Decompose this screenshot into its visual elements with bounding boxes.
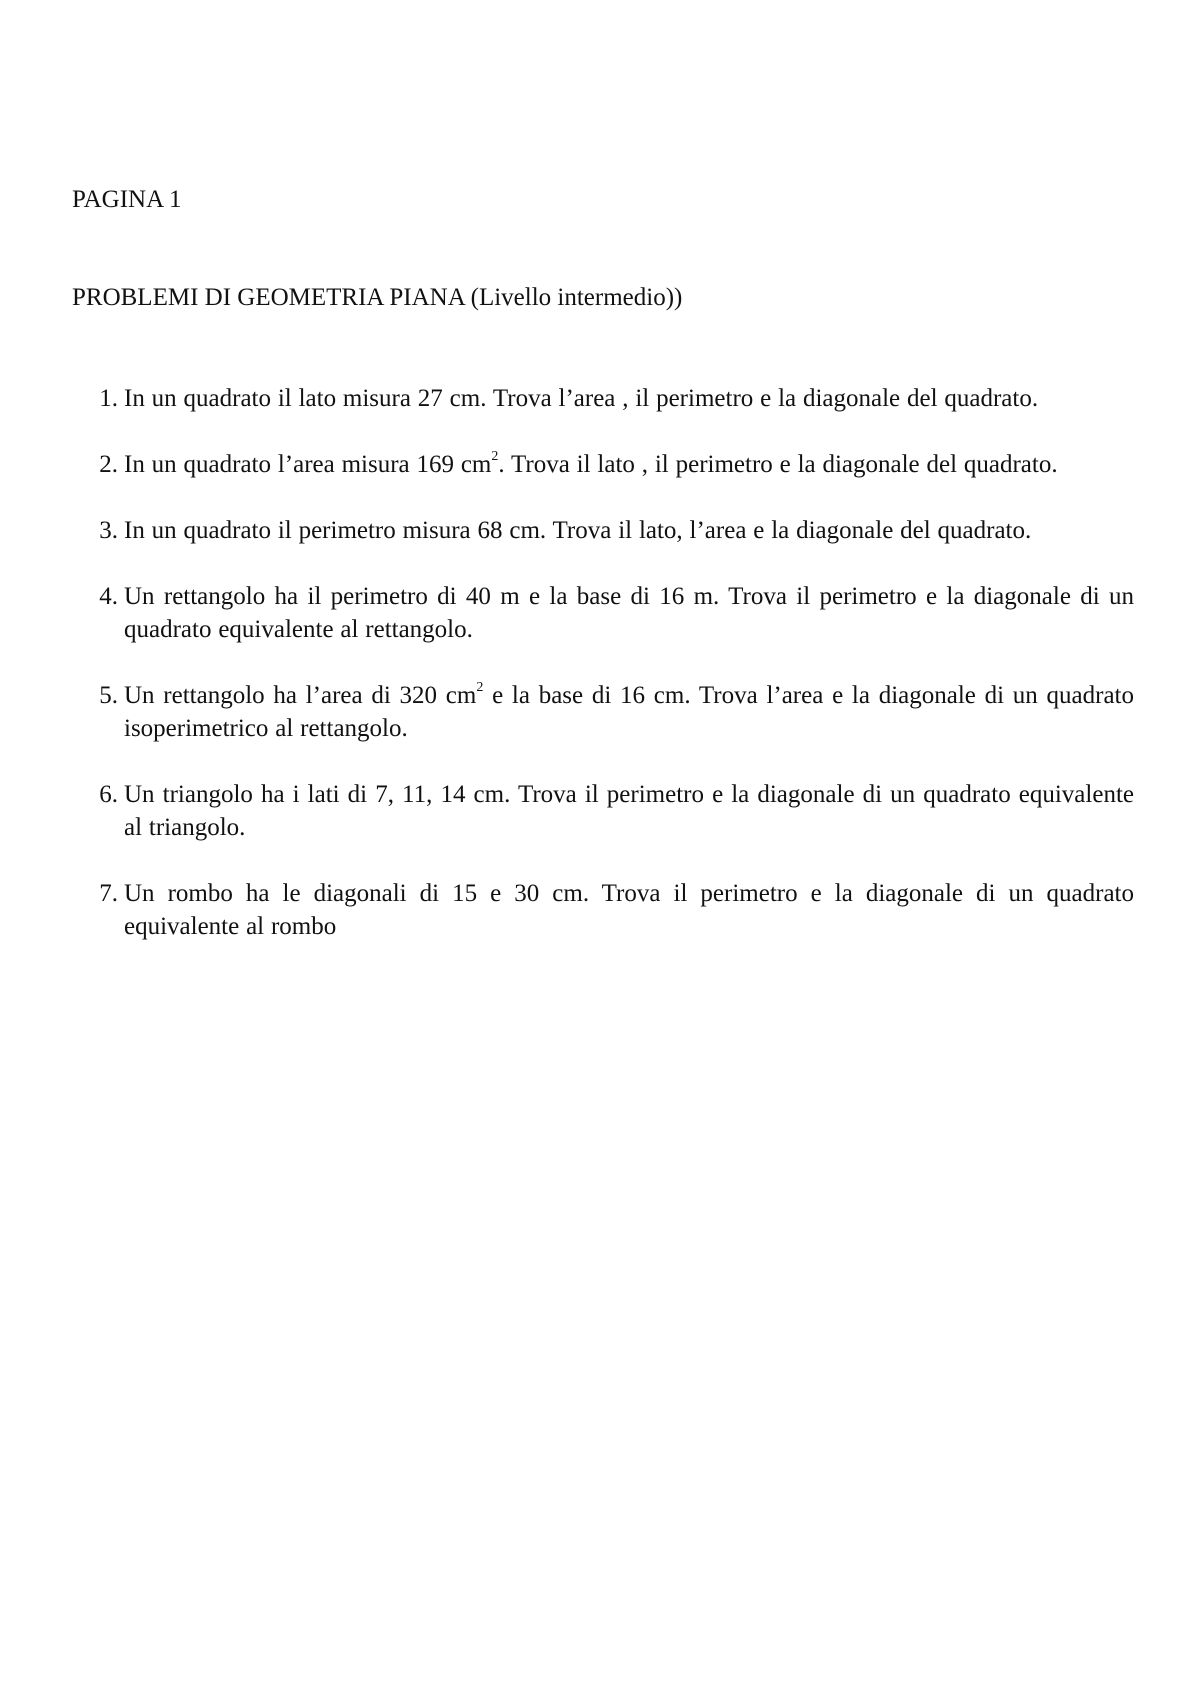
page-label: PAGINA 1 [72,186,182,213]
problem-list [72,382,1134,976]
problem-number: 3. [99,517,118,544]
problem-text [124,679,1134,745]
problem-text-before: Un rettangolo ha l’area di 320 cm [124,682,477,709]
problem-4 [72,580,1134,646]
problem-number: 5. [99,682,118,709]
problem-5 [72,679,1134,745]
problem-3 [72,514,1134,547]
problem-text: In un quadrato il perimetro misura 68 cm. Trova il lato, l’area e la diagonale del quadrato. [124,517,1032,544]
problem-text-before: In un quadrato l’area misura 169 cm [124,451,492,478]
problem-number: 6. [99,781,118,808]
problem-text: Un triangolo ha i lati di 7, 11, 14 cm. Trova il perimetro e la diagonale di un quadrato equivalente al triangolo. [124,781,1134,841]
problem-text: Un rettangolo ha il perimetro di 40 m e la base di 16 m. Trova il perimetro e la diagonale di un quadrato equivalente al rettangolo. [124,583,1134,643]
problem-text-after: e la base di 16 cm. Trova l’area e la diagonale di un quadrato isoperimetrico al rettangolo. [124,682,1135,742]
unit-exponent: 2 [491,449,499,464]
unit-exponent: 2 [476,680,484,695]
problem-1 [72,382,1134,415]
problem-text: Un rombo ha le diagonali di 15 e 30 cm. Trova il perimetro e la diagonale di un quadrato equivalente al rombo [124,880,1134,940]
problem-text-after: . Trova il lato , il perimetro e la diagonale del quadrato. [498,451,1058,478]
problem-7 [72,877,1134,943]
document-title: PROBLEMI DI GEOMETRIA PIANA (Livello intermedio)) [72,284,683,311]
problem-2 [72,448,1134,481]
problem-number: 4. [99,583,118,610]
problem-6 [72,778,1134,844]
problem-number: 2. [99,451,118,478]
problem-number: 1. [99,385,118,412]
problem-text [124,448,1134,481]
problem-text: In un quadrato il lato misura 27 cm. Trova l’area , il perimetro e la diagonale del quadrato. [124,385,1039,412]
problem-number: 7. [99,880,118,907]
